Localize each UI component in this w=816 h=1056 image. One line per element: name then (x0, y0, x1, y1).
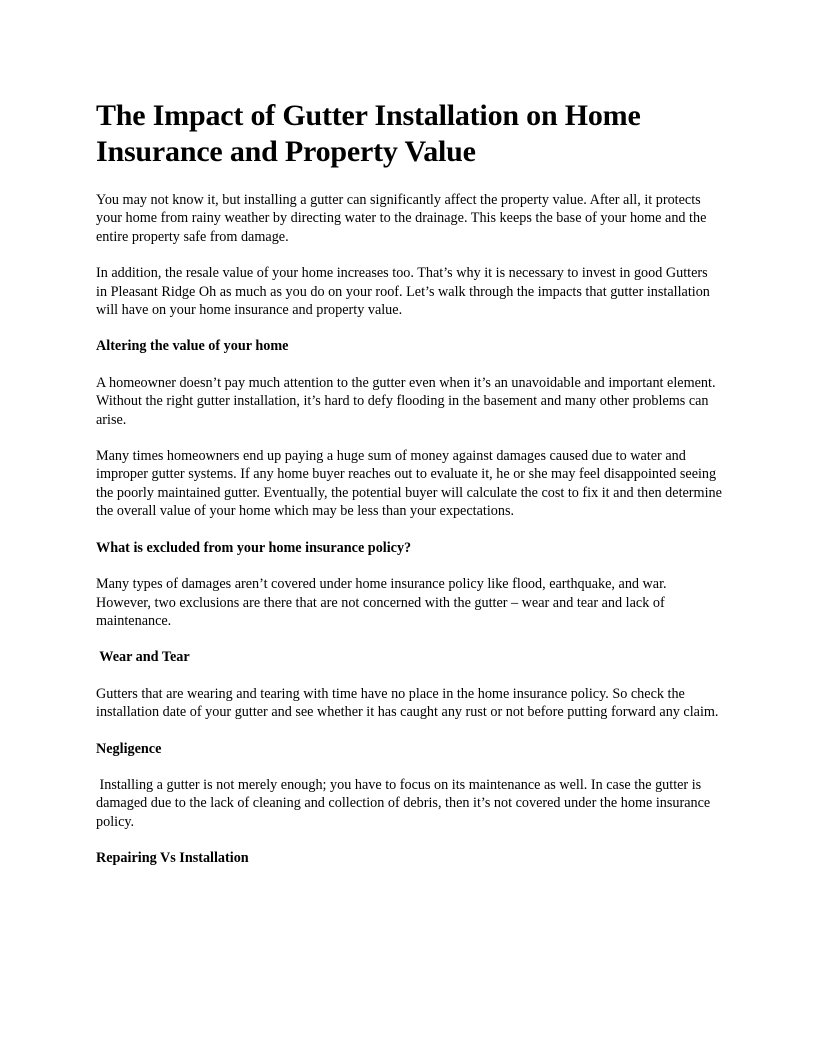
section-heading-altering-value: Altering the value of your home (96, 338, 289, 355)
wear-and-tear-paragraph: Gutters that are wearing and tearing with time have no place in the home insurance policy. So check the installation date of your gutter and see whether it has caught any rust or not before putting forward any claim. (96, 685, 719, 721)
exclusions-paragraph: Many types of damages aren’t covered under home insurance policy like flood, earthquake, and war. However, two exclusions are there that are not concerned with the gutter – wear and tear and lack of maintenance. (96, 576, 667, 629)
section-heading-wear-and-tear: Wear and Tear (96, 649, 190, 666)
altering-value-paragraph-1: A homeowner doesn’t pay much attention to the gutter even when it’s an unavoidable and important element. Without the right gutter installation, it’s hard to defy flooding in the basement and many other problems can arise. (96, 374, 716, 428)
intro-paragraph-2: In addition, the resale value of your home increases too. That’s why it is necessary to invest in good Gutters in Pleasant Ridge Oh as much as you do on your roof. Let’s walk through the impacts that gutter installation will have on your home insurance and property value. (96, 265, 710, 319)
document-page (96, 98, 722, 886)
document-title: The Impact of Gutter Installation on Home Insurance and Property Value (96, 99, 641, 168)
altering-value-paragraph-2: Many times homeowners end up paying a huge sum of money against damages caused due to water and improper gutter systems. If any home buyer reaches out to evaluate it, he or she may feel disappointed seeing the poorly maintained gutter. Eventually, the potential buyer will calculate the cost to fix it and then determine the overall value of your home which may be less than your expectations. (96, 448, 722, 520)
intro-paragraph-1: You may not know it, but installing a gutter can significantly affect the property value. After all, it protects your home from rainy weather by directing water to the drainage. This keeps the base of your home and the entire property safe from damage. (96, 192, 707, 245)
section-heading-exclusions: What is excluded from your home insurance policy? (96, 539, 412, 556)
section-heading-negligence: Negligence (96, 740, 162, 757)
section-heading-repairing-vs-installation: Repairing Vs Installation (96, 850, 249, 867)
negligence-paragraph: Installing a gutter is not merely enough; you have to focus on its maintenance as well. In case the gutter is damaged due to the lack of cleaning and collection of debris, then it’s not covered under the home insurance policy. (96, 776, 714, 830)
